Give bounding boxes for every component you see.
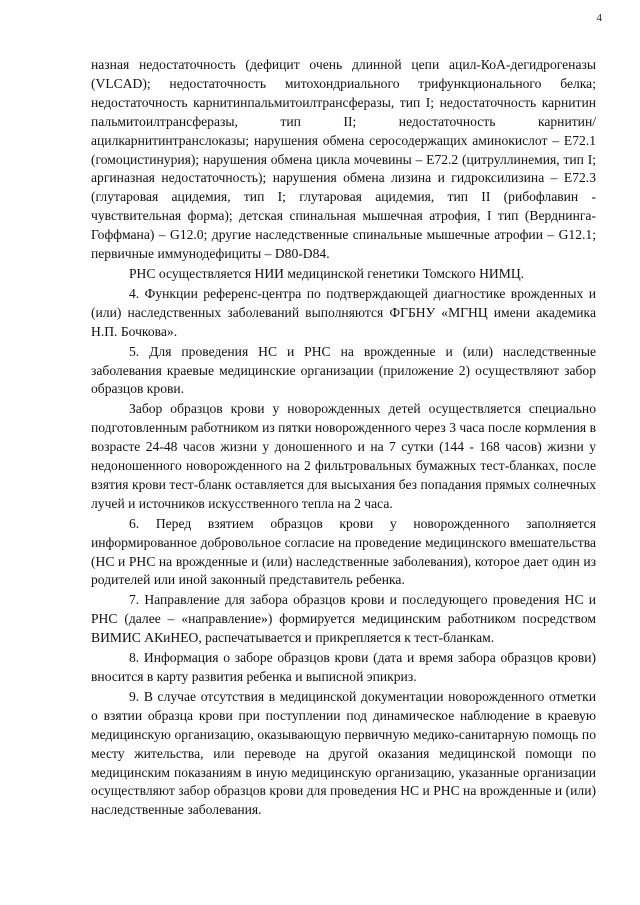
paragraph-item-9: 9. В случае отсутствия в медицинской документации новорожденного отметки о взятии образца крови при поступлении под динамическое наблюдение в краевую медицинскую организацию, оказывающую первичную медико-санитарную помощь по месту жительства, или переводе на другой оказания медицинской помощи по медицинским показаниям в иную медицинскую организацию, указанные организации осуществляют забор образцов крови для проведения НС и РНС на врожденные и (или) наследственные заболевания. [91,688,596,818]
paragraph-rns-provider: РНС осуществляется НИИ медицинской генетики Томского НИМЦ. [129,265,525,281]
paragraph-item-5: 5. Для проведения НС и РНС на врожденные и (или) наследственные заболевания краевые медицинские организации (приложение 2) осуществляют забор образцов крови. [91,343,596,397]
paragraph-item-6: 6. Перед взятием образцов крови у новорожденного заполняется информированное добровольное согласие на проведение медицинского вмешательства (НС и РНС на врожденные и (или) наследственные заболевания), которое дает один из родителей или иной законный представитель ребенка. [91,515,596,588]
paragraph-item-4: 4. Функции референс-центра по подтверждающей диагностике врожденных и (или) наследственных заболеваний выполняются ФГБНУ «МГНЦ имени академика Н.П. Бочкова». [91,285,596,339]
paragraph-item-7: 7. Направление для забора образцов крови и последующего проведения НС и РНС (далее – «направление») формируется медицинским работником посредством ВИМИС АКиНЕО, распечатывается и прикрепляется к тест-бланкам. [91,592,596,646]
paragraph-item-8: 8. Информация о заборе образцов крови (дата и время забора образцов крови) вносится в карту развития ребенка и выписной эпикриз. [91,650,596,684]
document-body [91,56,596,820]
paragraph-disease-list: назная недостаточность (дефицит очень длинной цепи ацил-КоА-дегидрогеназы (VLCAD); недостаточность митохондриального трифункционального белка; недостаточность карнитинпальмитоилтрансферазы, тип I; недостаточность карнитин пальмитоилтрансферазы, тип II; недостаточность карнитин/ацилкарнитинтранслоказы; нарушения обмена серосодержащих аминокислот – Е72.1 (гомоцистинурия); нарушения обмена цикла мочевины – Е72.2 (цитруллинемия, тип I; аргиназная недостаточность); нарушения обмена лизина и гидроксилизина – Е72.3 (глутаровая ацидемия, тип I; глутаровая ацидемия, тип II (рибофлавин - чувствительная форма); детская спинальная мышечная атрофия, I тип (Верднинга-Гоффмана) – G12.0; другие наследственные спинальные мышечные атрофии – G12.1; первичные иммунодефициты – D80-D84. [91,57,596,262]
paragraph-blood-sampling: Забор образцов крови у новорожденных детей осуществляется специально подготовленным работником из пятки новорожденного через 3 часа после кормления в возрасте 24-48 часов жизни у доношенного и на 7 сутки (144 - 168 часов) жизни у недоношенного новорожденного на 2 фильтровальных бумажных тест-бланках, после взятия крови тест-бланк оставляется для высыхания без попадания прямых солнечных лучей и источников искусственного тепла на 2 часа. [91,401,596,511]
page-number: 4 [596,12,602,24]
